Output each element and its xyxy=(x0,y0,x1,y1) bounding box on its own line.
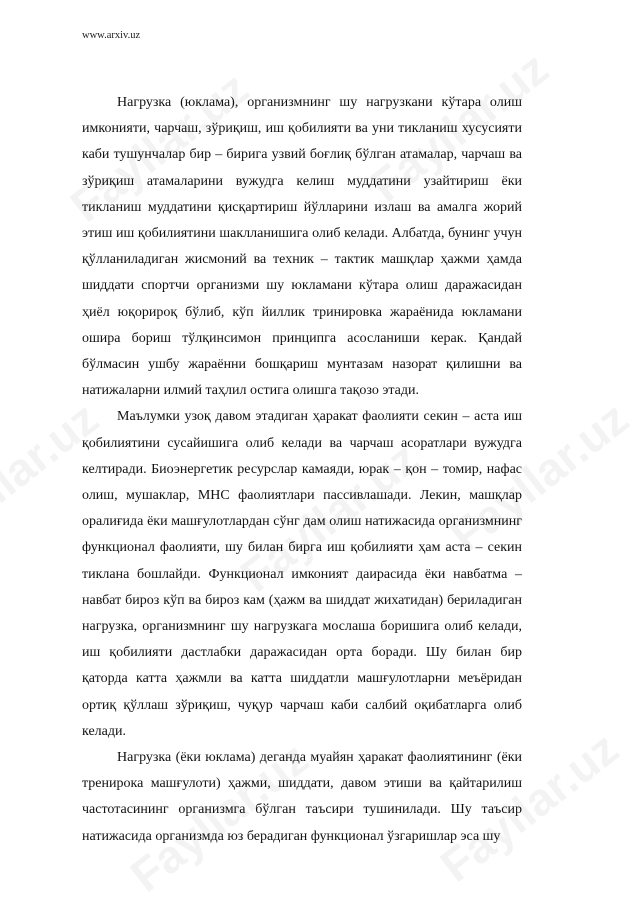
page-header: www.arxiv.uz xyxy=(82,30,141,41)
paragraph: Маълумки узоқ давом этадиган ҳаракат фаолияти секин – аста иш қобилиятини сусайишига олиб келади ва чарчаш асоратлари вужудга келтиради. Биоэнергетик ресурслар камаяди, юрак – қон – томир, нафас олиш, мушаклар, МНС фаолиятлари пассивлашади. Лекин, машқлар оралиғида ёки машғулотлардан сўнг дам олиш натижасида организмнинг функционал фаолияти, шу билан бирга иш қобилияти ҳам аста – секин тиклана бошлайди. Функционал имконият даирасида ёки навбатма – навбат бироз кўп ва бироз кам (ҳажм ва шиддат жихатидан) бериладиган нагрузка, организмнинг шу нагрузкага мослаша боришига олиб келади, иш қобилияти дастлабки даражасидан орта боради. Шу билан бир қаторда катта ҳажмли ва катта шиддатли машғулотларни меъёридан ортиқ қўллаш зўриқиш, чуқур чарчаш каби салбий оқибатларга олиб келади. xyxy=(82,409,522,739)
document-body xyxy=(82,90,522,850)
paragraph: Нагрузка (ёки юклама) деганда муайян ҳаракат фаолиятининг (ёки тренирока машғулоти) ҳажми, шиддати, давом этиши ва қайтарилиш частотасининг организмга бўлган таъсири тушинилади. Шу таъсир натижасида организмда юз берадиган функционал ўзгаришлар эса шу xyxy=(82,750,522,844)
paragraph: Нагрузка (юклама), организмнинг шу нагрузкани кўтара олиш имконияти, чарчаш, зўриқиш, иш қобилияти ва уни тикланиш хусусияти каби тушунчалар бир – бирига узвий боғлиқ бўлган атамалар, чарчаш ва зўриқиш атамаларини вужудга келиш муддатини узайтириш ёки тикланиш муддатини қисқартириш йўлларини излаш ва амалга жорий этиш иш қобилиятини шаклланишига олиб келади. Албатда, бунинг учун қўлланиладиган жисмоний ва техник – тактик машқлар ҳажми ҳамда шиддати спортчи организми шу юкламани кўтара олиш даражасидан ҳиёл юқорироқ бўлиб, кўп йиллик тринировка жараёнида юкламани ошира бориш тўлқинсимон принципга асосланиши керак. Қандай бўлмасин ушбу жараённи бошқариш мунтазам назорат қилишни ва натижаларни илмий таҳлил остига олишга тақозо этади. xyxy=(82,95,522,399)
